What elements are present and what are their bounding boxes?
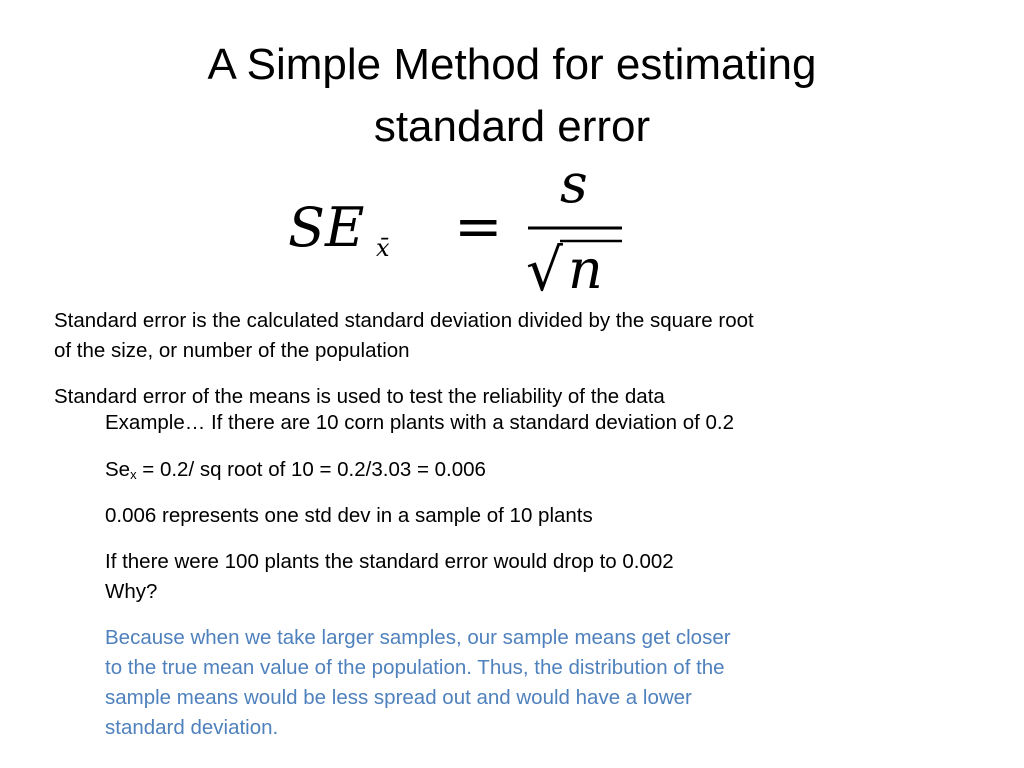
answer-line-3: sample means would be less spread out and would have a lower [105, 686, 692, 709]
definition-line-1: Standard error is the calculated standard deviation divided by the square root [54, 309, 754, 332]
question-paragraph [105, 547, 905, 607]
calculation-subscript: x [130, 467, 137, 482]
slide-title [0, 34, 1024, 158]
formula-equals-sign: = [454, 192, 503, 260]
slide-title-line-1: A Simple Method for estimating [207, 40, 817, 89]
definition-line-2: of the size, or number of the population [54, 339, 410, 362]
answer-line-2: to the true mean value of the population. Thus, the distribution of the [105, 656, 725, 679]
question-line-1: If there were 100 plants the standard error would drop to 0.002 [105, 550, 674, 573]
calculation-symbol: Se [105, 458, 131, 481]
example-line: Example… If there are 10 corn plants with a standard deviation of 0.2 [105, 411, 735, 434]
calculation-line [105, 455, 905, 490]
formula-denominator: n [568, 238, 603, 301]
calculation-expression: = 0.2/ sq root of 10 = 0.2/3.03 = 0.006 [136, 458, 486, 481]
standard-error-formula [284, 160, 634, 310]
interpretation-line: 0.006 represents one std dev in a sample of 10 plants [105, 504, 593, 527]
question-line-2: Why? [105, 580, 158, 603]
formula-radical-sign: √ [526, 236, 563, 304]
answer-line-1: Because when we take larger samples, our sample means get closer [105, 626, 731, 649]
formula-numerator: s [560, 160, 588, 215]
definition-paragraph [54, 306, 934, 366]
purpose-paragraph: Standard error of the means is used to test the reliability of the data [54, 385, 665, 408]
slide-title-line-2: standard error [373, 102, 651, 151]
formula-lhs-symbol: SE [288, 196, 365, 259]
answer-line-4: standard deviation. [105, 716, 279, 739]
answer-paragraph [105, 623, 905, 743]
formula-lhs-subscript: x̄ [376, 234, 390, 262]
